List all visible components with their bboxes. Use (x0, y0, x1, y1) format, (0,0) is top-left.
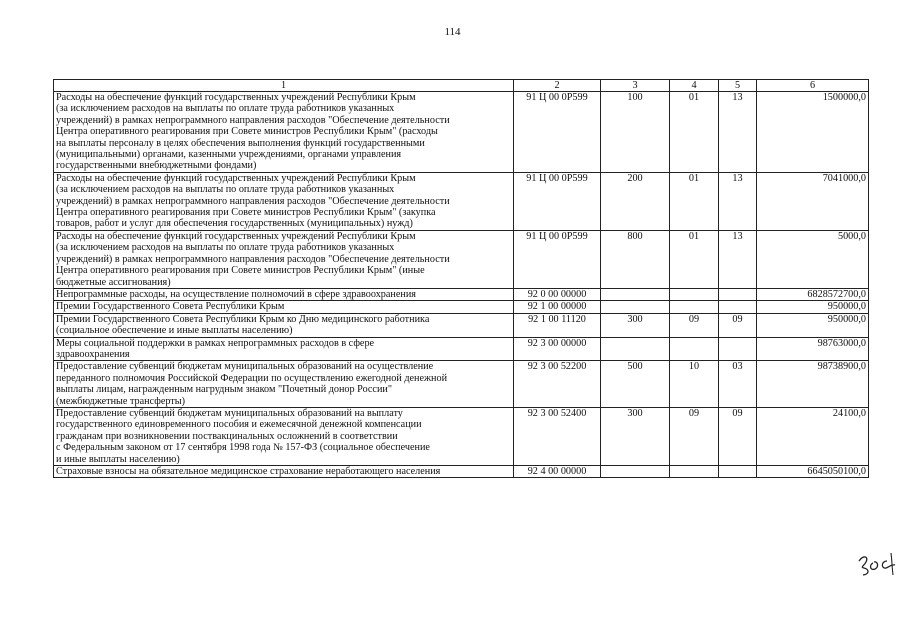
target-article-code: 92 4 00 00000 (514, 466, 601, 478)
section-code: 01 (670, 230, 719, 288)
expense-type-code: 300 (601, 313, 670, 337)
row-name (54, 466, 514, 478)
expense-type-code (601, 301, 670, 313)
table-row (54, 466, 869, 478)
section-code (670, 466, 719, 478)
section-code (670, 288, 719, 300)
column-header: 5 (719, 80, 757, 92)
table-row (54, 288, 869, 300)
section-code: 10 (670, 361, 719, 408)
row-name-line: (межбюджетные трансферты) (56, 395, 186, 407)
subsection-code: 03 (719, 361, 757, 408)
amount: 6645050100,0 (757, 466, 869, 478)
row-name-line: государственными внебюджетными фондами) (56, 160, 257, 172)
row-name (54, 230, 514, 288)
column-header: 4 (670, 80, 719, 92)
row-name-line: выплаты лицам, награжденным нагрудным знаком "Почетный донор России" (56, 384, 393, 396)
page-number: 114 (444, 26, 461, 38)
expense-type-code (601, 288, 670, 300)
row-name-line: (за исключением расходов на выплаты по оплате труда работников указанных (56, 184, 395, 196)
row-name-line: Расходы на обеспечение функций государственных учреждений Республики Крым (56, 92, 416, 103)
row-name-line: учреждений) в рамках непрограммного направления расходов "Обеспечение деятельности (56, 195, 450, 207)
column-header: 1 (54, 80, 514, 92)
row-name (54, 92, 514, 173)
row-name (54, 313, 514, 337)
amount: 7041000,0 (757, 172, 869, 230)
row-name-line: бюджетные ассигнования) (56, 276, 171, 288)
row-name-line: и иные выплаты населению) (56, 453, 180, 465)
subsection-code: 09 (719, 313, 757, 337)
budget-table (53, 79, 869, 478)
row-name (54, 172, 514, 230)
row-name-line: (социальное обеспечение и иные выплаты населению) (56, 325, 293, 337)
row-name-line: Премии Государственного Совета Республики Крым (56, 301, 285, 313)
table-row (54, 172, 869, 230)
expense-type-code: 300 (601, 407, 670, 465)
row-name-line: Страховые взносы на обязательное медицинское страхование неработающего населения (56, 466, 441, 477)
row-name-line: государственного единовременного пособия и ежемесячной денежной компенсации (56, 419, 422, 431)
column-header: 2 (514, 80, 601, 92)
row-name-line: (муниципальными) органами, казенными учреждениями, органами управления (56, 149, 402, 161)
table-header-row (54, 80, 869, 92)
row-name-line: Предоставление субвенций бюджетам муниципальных образований на осуществление (56, 361, 434, 373)
row-name-line: Центра оперативного реагирования при Совете министров Республики Крым" (закупка (56, 207, 436, 219)
target-article-code: 92 1 00 00000 (514, 301, 601, 313)
target-article-code: 91 Ц 00 0Р599 (514, 172, 601, 230)
row-name-line: (за исключением расходов на выплаты по оплате труда работников указанных (56, 242, 395, 254)
subsection-code (719, 466, 757, 478)
expense-type-code: 500 (601, 361, 670, 408)
table-row (54, 361, 869, 408)
row-name-line: учреждений) в рамках непрограммного направления расходов "Обеспечение деятельности (56, 253, 450, 265)
row-name-line: гражданам при возникновении поствакцинальных осложнений в соответствии (56, 430, 398, 442)
expense-type-code (601, 466, 670, 478)
amount: 24100,0 (757, 407, 869, 465)
target-article-code: 91 Ц 00 0Р599 (514, 92, 601, 173)
column-header: 6 (757, 80, 869, 92)
target-article-code: 92 3 00 52400 (514, 407, 601, 465)
table-row (54, 313, 869, 337)
row-name-line: здравоохранения (56, 348, 130, 360)
table-row (54, 230, 869, 288)
row-name (54, 288, 514, 300)
table-row (54, 92, 869, 173)
expense-type-code: 100 (601, 92, 670, 173)
row-name (54, 337, 514, 361)
handwritten-initials (855, 547, 903, 577)
section-code: 09 (670, 407, 719, 465)
target-article-code: 92 3 00 00000 (514, 337, 601, 361)
subsection-code (719, 301, 757, 313)
expense-type-code: 800 (601, 230, 670, 288)
subsection-code: 13 (719, 230, 757, 288)
section-code (670, 337, 719, 361)
target-article-code: 92 0 00 00000 (514, 288, 601, 300)
row-name-line: Центра оперативного реагирования при Совете министров Республики Крым" (иные (56, 265, 425, 277)
expense-type-code (601, 337, 670, 361)
row-name-line: Расходы на обеспечение функций государственных учреждений Республики Крым (56, 172, 416, 184)
amount: 1500000,0 (757, 92, 869, 173)
amount: 950000,0 (757, 313, 869, 337)
amount: 6828572700,0 (757, 288, 869, 300)
subsection-code: 13 (719, 92, 757, 173)
row-name-line: Предоставление субвенций бюджетам муниципальных образований на выплату (56, 407, 403, 419)
amount: 5000,0 (757, 230, 869, 288)
section-code: 01 (670, 92, 719, 173)
subsection-code: 13 (719, 172, 757, 230)
amount: 98738900,0 (757, 361, 869, 408)
section-code: 01 (670, 172, 719, 230)
row-name-line: Меры социальной поддержки в рамках непрограммных расходов в сфере (56, 337, 375, 349)
row-name-line: Премии Государственного Совета Республики Крым ко Дню медицинского работника (56, 313, 430, 325)
row-name-line: на выплаты персоналу в целях обеспечения выполнения функций государственными (56, 137, 425, 149)
amount: 98763000,0 (757, 337, 869, 361)
target-article-code: 92 1 00 11120 (514, 313, 601, 337)
column-header: 3 (601, 80, 670, 92)
row-name-line: (за исключением расходов на выплаты по оплате труда работников указанных (56, 103, 395, 115)
subsection-code (719, 337, 757, 361)
section-code: 09 (670, 313, 719, 337)
target-article-code: 92 3 00 52200 (514, 361, 601, 408)
target-article-code: 91 Ц 00 0Р599 (514, 230, 601, 288)
row-name-line: Расходы на обеспечение функций государственных учреждений Республики Крым (56, 230, 416, 242)
row-name-line: Непрограммные расходы, на осуществление полномочий в сфере здравоохранения (56, 288, 416, 300)
row-name-line: с Федеральным законом от 17 сентября 1998 года № 157-ФЗ (социальное обеспечение (56, 442, 430, 454)
table-row (54, 407, 869, 465)
expense-type-code: 200 (601, 172, 670, 230)
subsection-code (719, 288, 757, 300)
amount: 950000,0 (757, 301, 869, 313)
subsection-code: 09 (719, 407, 757, 465)
section-code (670, 301, 719, 313)
row-name (54, 301, 514, 313)
row-name (54, 361, 514, 408)
row-name-line: учреждений) в рамках непрограммного направления расходов "Обеспечение деятельности (56, 114, 450, 126)
table-row (54, 301, 869, 313)
row-name (54, 407, 514, 465)
row-name-line: Центра оперативного реагирования при Совете министров Республики Крым" (расходы (56, 126, 438, 138)
table-row (54, 337, 869, 361)
row-name-line: переданного полномочия Российской Федерации по осуществлению ежегодной денежной (56, 372, 448, 384)
row-name-line: товаров, работ и услуг для обеспечения государственных (муниципальных) нужд) (56, 218, 413, 230)
